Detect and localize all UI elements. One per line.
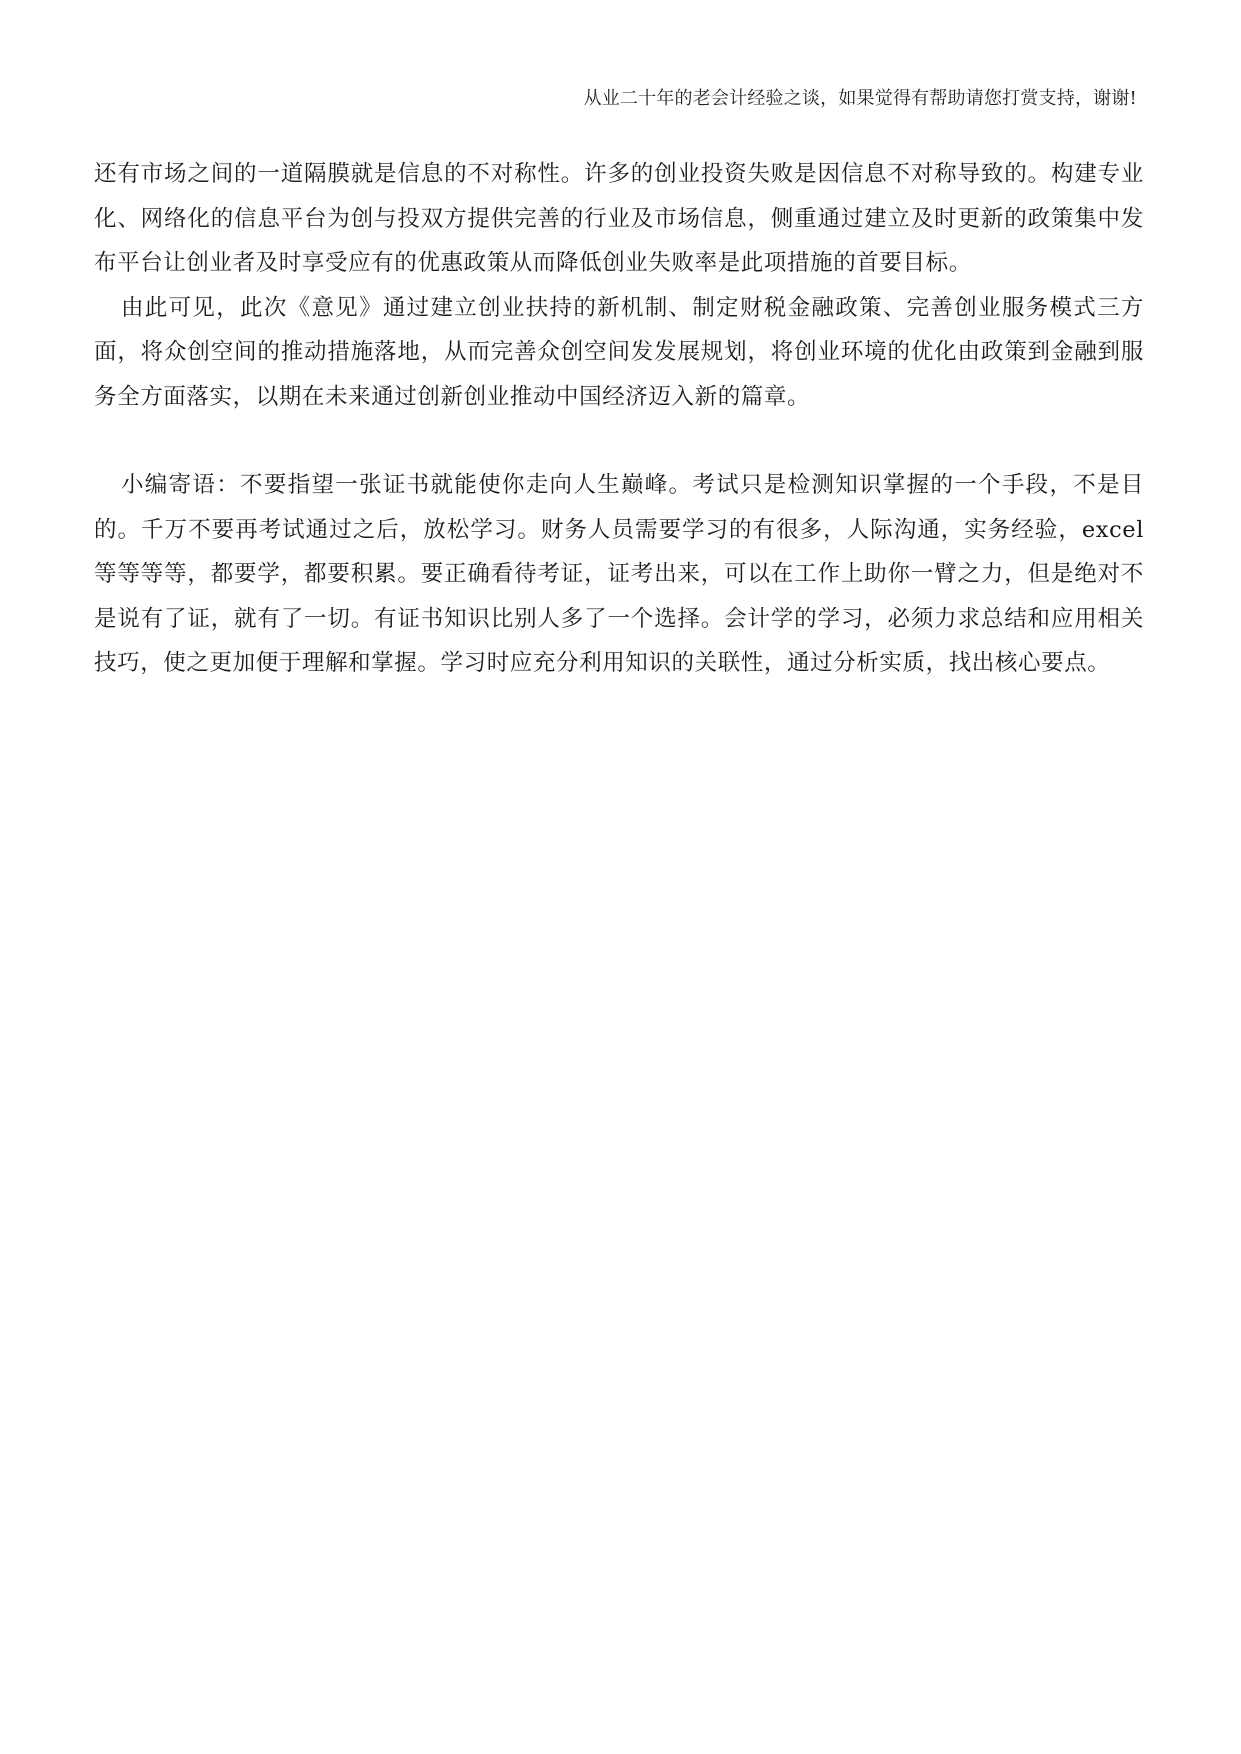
header-divider [94,118,1147,119]
header-note: 从业二十年的老会计经验之谈，如果觉得有帮助请您打赏支持，谢谢! [583,88,1137,109]
paragraph-spacer [94,419,1144,463]
article-body [94,152,1144,686]
paragraph-editor-note: 小编寄语：不要指望一张证书就能使你走向人生巅峰。考试只是检测知识掌握的一个手段，不是目的。千万不要再考试通过之后，放松学习。财务人员需要学习的有很多，人际沟通，实务经验，excel 等等等等，都要学，都要积累。要正确看待考证，证考出来，可以在工作上助你一臂之力，但是绝对不是说有了证，就有了一切。有证书知识比别人多了一个选择。会计学的学习，必须力求总结和应用相关技巧，使之更加便于理解和掌握。学习时应充分利用知识的关联性，通过分析实质，找出核心要点。 [94,472,1144,676]
paragraph-information-asymmetry: 还有市场之间的一道隔膜就是信息的不对称性。许多的创业投资失败是因信息不对称导致的。构建专业化、网络化的信息平台为创与投双方提供完善的行业及市场信息，侧重通过建立及时更新的政策集中发布平台让创业者及时享受应有的优惠政策从而降低创业失败率是此项措施的首要目标。 [94,161,1144,276]
paragraph-opinion-summary: 由此可见，此次《意见》通过建立创业扶持的新机制、制定财税金融政策、完善创业服务模式三方面，将众创空间的推动措施落地，从而完善众创空间发发展规划，将创业环境的优化由政策到金融到服务全方面落实，以期在未来通过创新创业推动中国经济迈入新的篇章。 [94,294,1144,410]
